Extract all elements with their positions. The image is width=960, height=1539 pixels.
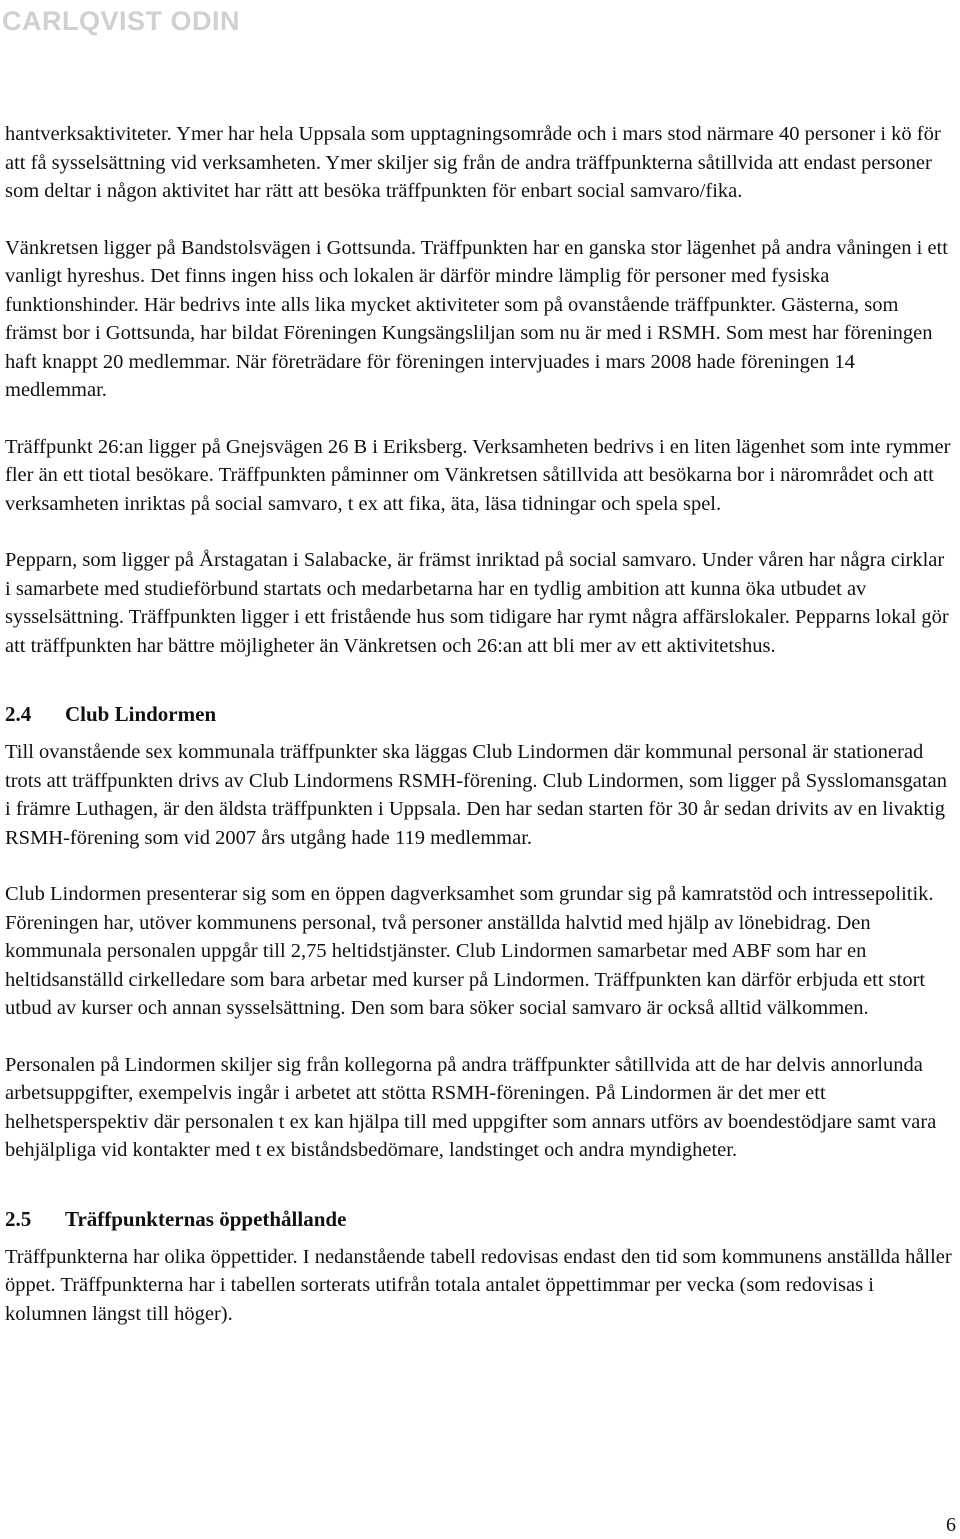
- section-heading-2-5: [5, 1205, 955, 1233]
- company-logo: CARLQVIST ODIN: [2, 6, 241, 36]
- section-title: Träffpunkternas öppethållande: [65, 1206, 347, 1231]
- paragraph-pepparn: Pepparn, som ligger på Årstagatan i Salabacke, är främst inriktad på social samvaro. Under våren har några cirklar i samarbete med studieförbund startats och medarbetarna har en tydlig ambition att kunna öka utbudet av sysselsättning. Träffpunkten ligger i ett fristående hus som tidigare har rymt några affärslokaler. Pepparns lokal gör att träffpunkten har bättre möjligheter än Vänkretsen och 26:an att bli mer av ett aktivitetshus.: [5, 549, 949, 657]
- paragraph-vankretsen: Vänkretsen ligger på Bandstolsvägen i Gottsunda. Träffpunkten har en ganska stor lägenhet på andra våningen i ett vanligt hyreshus. Det finns ingen hiss och lokalen är därför mindre lämplig för personer med fysiska funktionshinder. Här bedrivs inte alls lika mycket aktiviteter som på ovanstående träffpunkter. Gästerna, som främst bor i Gottsunda, har bildat Föreningen Kungsängsliljan som nu är med i RSMH. Som mest har föreningen haft knappt 20 medlemmar. När företrädare för föreningen intervjuades i mars 2008 hade föreningen 14 medlemmar.: [5, 236, 948, 401]
- section-number: 2.4: [5, 702, 32, 726]
- paragraph-lindormen-intro: Till ovanstående sex kommunala träffpunkter ska läggas Club Lindormen där kommunal personal är stationerad trots att träffpunkten drivs av Club Lindormens RSMH-förening. Club Lindormen, som ligger på Sysslomansgatan i främre Luthagen, är den äldsta träffpunkten i Uppsala. Den har sedan starten för 30 år sedan drivits av en livaktig RSMH-förening som vid 2007 års utgång hade 119 medlemmar.: [5, 741, 947, 849]
- section-number: 2.5: [5, 1206, 32, 1231]
- paragraph-lindormen-presentation: Club Lindormen presenterar sig som en öppen dagverksamhet som grundar sig på kamratstöd och intressepolitik. Föreningen har, utöver kommunens personal, två personer anställda halvtid med hjälp av lönebidrag. Den kommunala personalen uppgår till 2,75 heltidstjänster. Club Lindormen samarbetar med ABF som har en heltidsanställd cirkelledare som bara arbetar med kurser på Lindormen. Träffpunkten kan därför erbjuda ett stort utbud av kurser och annan sysselsättning. Den som bara söker social samvaro är också alltid välkommen.: [5, 883, 934, 1019]
- section-heading-2-4: [5, 700, 955, 728]
- section-title: Club Lindormen: [65, 702, 217, 726]
- document-body: [5, 120, 955, 1356]
- page-number: 6: [946, 1514, 956, 1536]
- paragraph-lindormen-personnel: Personalen på Lindormen skiljer sig från kollegorna på andra träffpunkter såtillvida att de har delvis annorlunda arbetsuppgifter, exempelvis ingår i arbetet att stötta RSMH-föreningen. På Lindormen är det mer ett helhetsperspektiv där personalen t ex kan hjälpa till med uppgifter som annars utförs av boendestödjare samt vara behjälpliga vid kontakter med t ex biståndsbedömare, landstinget och andra myndigheter.: [5, 1053, 937, 1161]
- paragraph-opening-hours: Träffpunkterna har olika öppettider. I nedanstående tabell redovisas endast den tid som kommunens anställda håller öppet. Träffpunkterna har i tabellen sorterats utifrån totala antalet öppettimmar per vecka (som redovisas i kolumnen längst till höger).: [5, 1245, 952, 1325]
- paragraph-26an: Träffpunkt 26:an ligger på Gnejsvägen 26 B i Eriksberg. Verksamheten bedrivs i en liten lägenhet som inte rymmer fler än ett tiotal besökare. Träffpunkten påminner om Vänkretsen såtillvida att besökarna bor i närområdet och att verksamheten inriktas på social samvaro, t ex att fika, äta, läsa tidningar och spela spel.: [5, 435, 951, 515]
- paragraph-ymer: hantverksaktiviteter. Ymer har hela Uppsala som upptagningsområde och i mars stod närmare 40 personer i kö för att få sysselsättning vid verksamheten. Ymer skiljer sig från de andra träffpunkterna såtillvida att endast personer som deltar i någon aktivitet har rätt att besöka träffpunkten för enbart social samvaro/fika.: [5, 123, 941, 202]
